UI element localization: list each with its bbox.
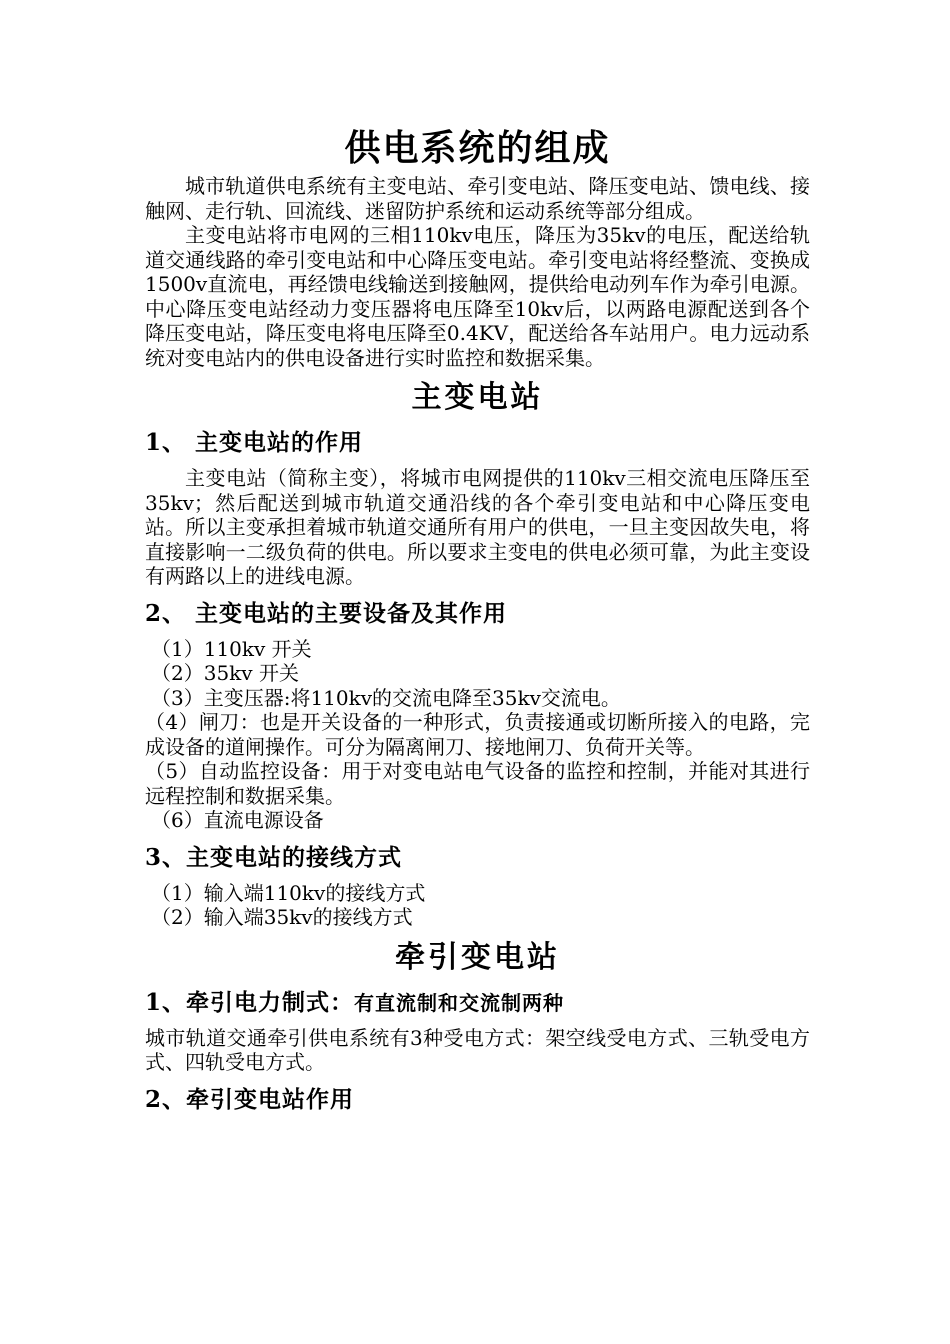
paragraph-traction-power-modes: 城市轨道交通牵引供电系统有3种受电方式：架空线受电方式、三轨受电方式、四轨受电方式。 <box>145 1025 810 1074</box>
list-item: （2）输入端35kv的接线方式 <box>151 905 413 929</box>
heading-traction-power-system <box>145 988 810 1018</box>
heading-traction-substation-role: 2、牵引变电站作用 <box>145 1085 355 1113</box>
document-title: 供电系统的组成 <box>344 128 611 169</box>
intro-paragraph-2: 主变电站将市电网的三相110kv电压，降压为35kv的电压，配送给轨道交通线路的牵引变电站和中心降压变电站。牵引变电站将经整流、变换成1500v直流电，再经馈电线输送到接触网，提供给电动列车作为牵引电源。中心降压变电站经动力变压器将电压降至10kv后，以两路电源配送到各个降压变电站，降压变电将电压降至0.4KV，配送给各车站用户。电力远动系统对变电站内的供电设备进行实时监控和数据采集。 <box>145 223 810 370</box>
list-item: （4）闸刀：也是开关设备的一种形式，负责接通或切断所接入的电路，完成设备的道闸操作。可分为隔离闸刀、接地闸刀、负荷开关等。 <box>145 710 810 759</box>
intro-paragraph-1: 城市轨道供电系统有主变电站、牵引变电站、降压变电站、馈电线、接触网、走行轨、回流线、迷留防护系统和运动系统等部分组成。 <box>145 174 810 223</box>
list-item: （5）自动监控设备：用于对变电站电气设备的监控和控制，并能对其进行远程控制和数据采集。 <box>145 759 810 808</box>
heading-main-substation-equipment: 2、 主变电站的主要设备及其作用 <box>145 599 508 627</box>
list-item: （3）主变压器:将110kv的交流电降至35kv交流电。 <box>151 685 621 710</box>
section-title-main-substation: 主变电站 <box>411 380 544 415</box>
list-item: （2）35kv 开关 <box>151 661 299 685</box>
heading-traction-power-system-suffix: 有直流制和交流制两种 <box>354 990 565 1015</box>
equipment-list <box>145 637 810 833</box>
heading-traction-power-system-label: 1、牵引电力制式： <box>145 988 355 1016</box>
section-title-traction-substation: 牵引变电站 <box>395 939 560 975</box>
wiring-list <box>145 881 810 930</box>
list-item: （1）输入端110kv的接线方式 <box>151 880 426 905</box>
list-item: （6）直流电源设备 <box>151 808 324 832</box>
heading-main-substation-role: 1、 主变电站的作用 <box>145 429 364 456</box>
heading-main-substation-wiring: 3、主变电站的接线方式 <box>145 843 403 871</box>
document-page <box>145 126 810 1123</box>
list-item: （1）110kv 开关 <box>151 636 312 661</box>
paragraph-main-substation-role: 主变电站（简称主变），将城市电网提供的110kv三相交流电压降压至35kv；然后配送到城市轨道交通沿线的各个牵引变电站和中心降压变电站。所以主变承担着城市轨道交通所有用户的供电，一旦主变因故失电，将直接影响一二级负荷的供电。所以要求主变电的供电必须可靠，为此主变设有两路以上的进线电源。 <box>145 466 810 588</box>
